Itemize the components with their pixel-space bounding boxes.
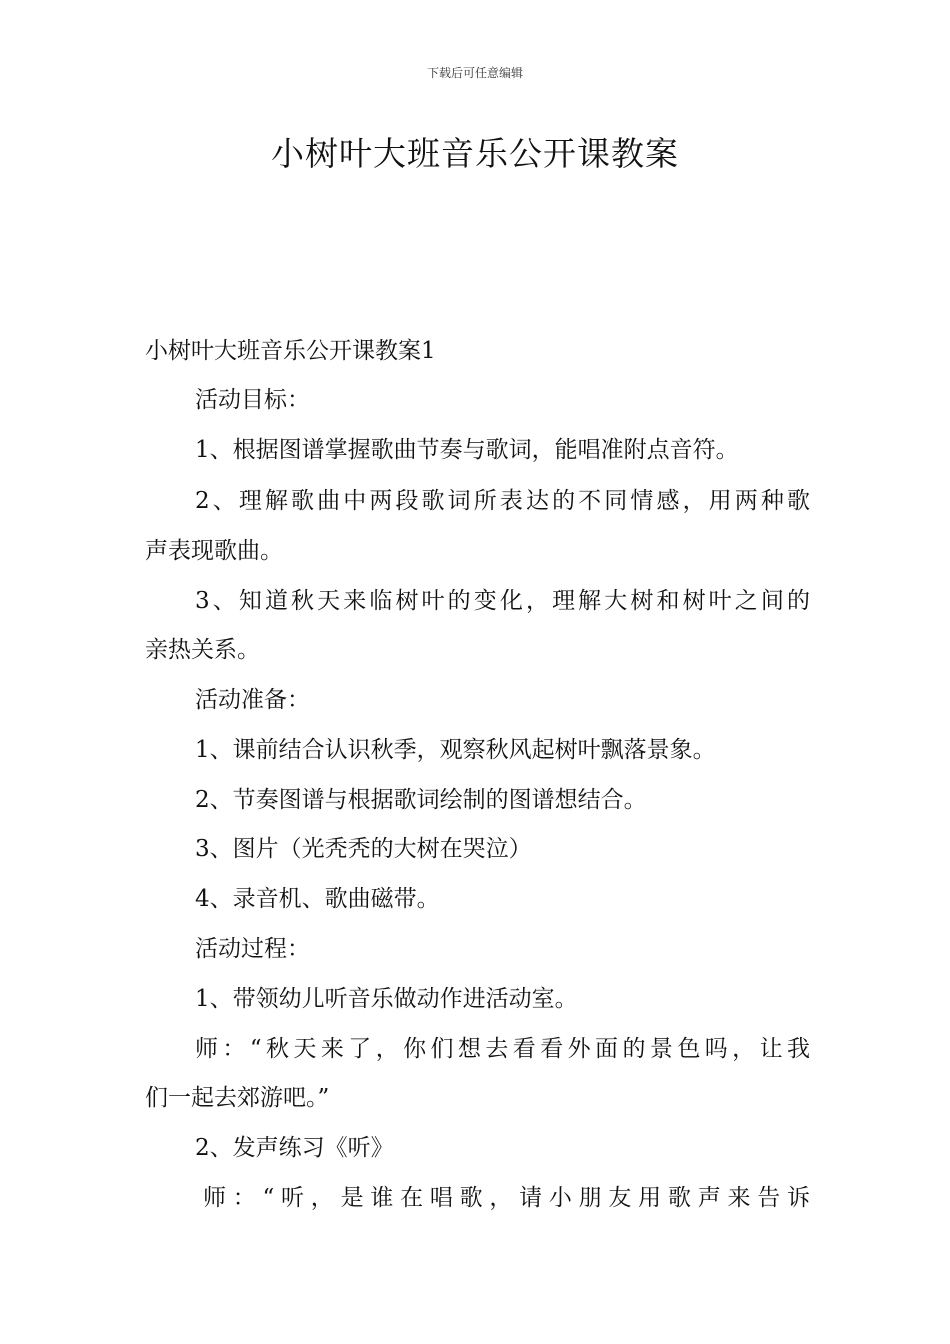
document-title: 小树叶大班音乐公开课教案 [271,134,679,173]
paragraph-line: 声表现歌曲。 [145,538,283,564]
paragraph-line: 4、录音机、歌曲磁带。 [195,886,440,912]
paragraph-line: 1、根据图谱掌握歌曲节奏与歌词，能唱准附点音符。 [195,437,739,463]
paragraph-line: 3、知道秋天来临树叶的变化，理解大树和树叶之间的 [195,588,810,614]
paragraph-line: 1、带领幼儿听音乐做动作进活动室。 [195,986,578,1012]
paragraph-line: 活动准备： [195,687,310,713]
section-heading: 小树叶大班音乐公开课教案1 [145,338,436,364]
paragraph-line: 亲热关系。 [145,637,260,663]
paragraph-line: 们一起去郊游吧。” [145,1085,330,1111]
paragraph-line: 1、课前结合认识秋季，观察秋风起树叶飘落景象。 [195,737,716,763]
paragraph-line: 2、理解歌曲中两段歌词所表达的不同情感，用两种歌 [195,488,810,514]
header-note: 下载后可任意编辑 [426,66,523,80]
paragraph-line: 师：“秋天来了，你们想去看看外面的景色吗，让我 [195,1036,810,1062]
paragraph-line: 师：“听，是谁在唱歌，请小朋友用歌声来告诉 [203,1185,810,1211]
paragraph-line: 活动过程： [195,936,310,962]
paragraph-line: 3、图片（光秃秃的大树在哭泣） [195,836,532,862]
paragraph-line: 2、节奏图谱与根据歌词绘制的图谱想结合。 [195,787,647,813]
paragraph-line: 活动目标： [195,387,310,413]
paragraph-line: 2、发声练习《听》 [195,1135,394,1161]
